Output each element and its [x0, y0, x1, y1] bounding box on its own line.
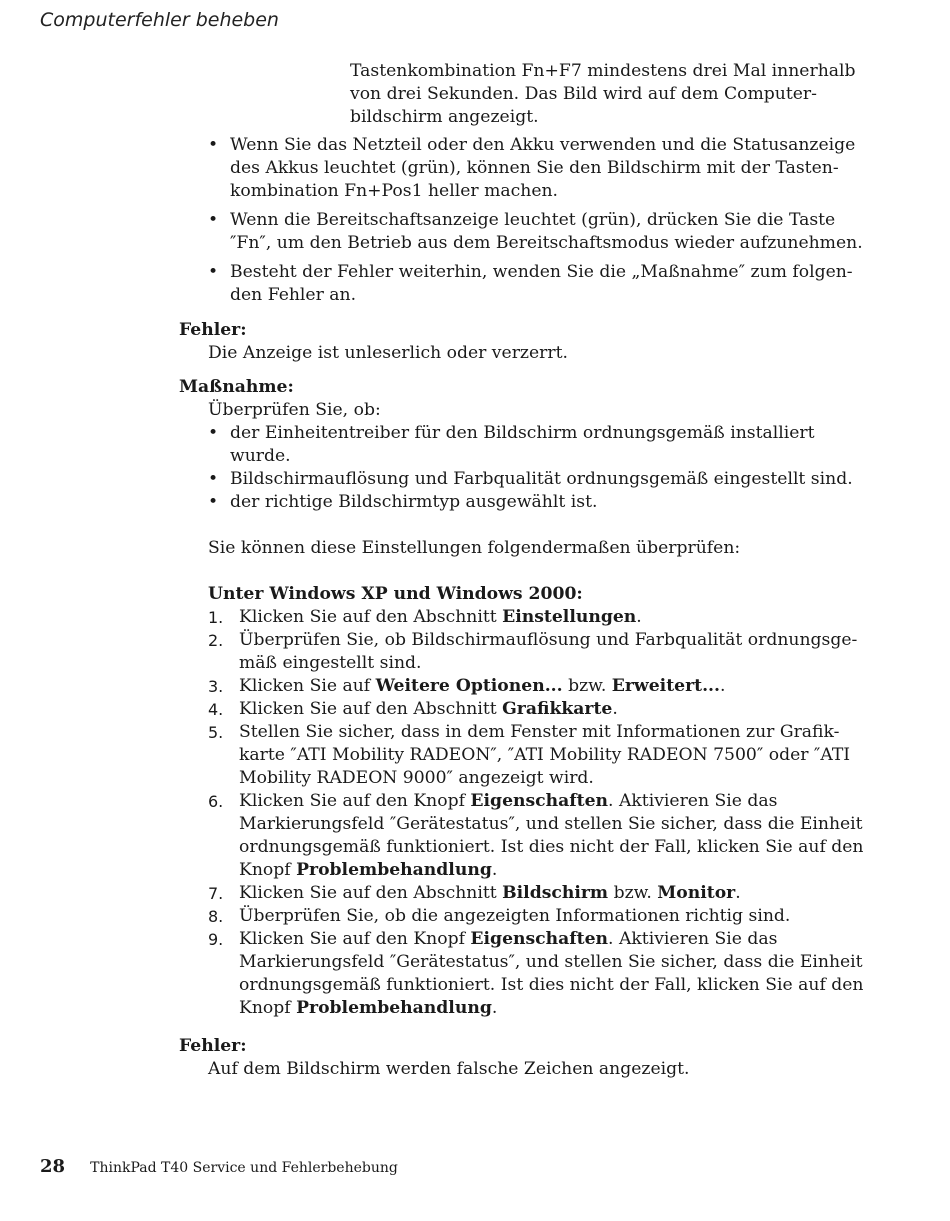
step-text: Klicken Sie auf den Abschnitt	[239, 607, 503, 627]
step-emphasis: Eigenschaften	[470, 791, 609, 811]
step-emphasis: Problembehandlung	[296, 860, 492, 880]
step-number: 1.	[208, 608, 224, 627]
step-text: .	[491, 998, 498, 1018]
step-text: . Aktivieren Sie das Markierungsfeld ″Gerätestatus″, und stellen Sie sicher, dass die Einheit ordnungsgemäß funktioniert. Ist dies nicht der Fall, klicken Sie auf den Knopf	[239, 791, 864, 880]
step-number: 4.	[208, 700, 224, 719]
step-text: Klicken Sie auf den Knopf	[239, 929, 471, 949]
step-text: bzw.	[608, 883, 658, 903]
intro-bullet-list	[208, 134, 868, 313]
problem-label: Fehler:	[179, 320, 247, 340]
step-emphasis: Einstellungen	[502, 607, 637, 627]
step-number: 5.	[208, 723, 224, 742]
list-item: • Bildschirmauflösung und Farbqualität ordnungsgemäß eingestellt sind.	[208, 468, 868, 491]
step-text: Klicken Sie auf den Knopf	[239, 791, 471, 811]
step-emphasis: Grafikkarte	[502, 699, 613, 719]
list-item: • der Einheitentreiber für den Bildschirm ordnungsgemäß installiert wurde.	[208, 422, 868, 468]
action-label: Maßnahme:	[179, 377, 294, 397]
step-text: .	[735, 883, 741, 903]
step-item	[208, 698, 868, 721]
step-text: Klicken Sie auf den Abschnitt	[239, 883, 503, 903]
step-emphasis: Eigenschaften	[470, 929, 609, 949]
step-text: Überprüfen Sie, ob Bildschirmauflösung und Farbqualität ordnungsge-mäß eingestellt sind.	[239, 630, 858, 673]
footer-title: ThinkPad T40 Service und Fehlerbehebung	[90, 1160, 398, 1176]
step-item	[208, 905, 868, 928]
step-text: Stellen Sie sicher, dass in dem Fenster mit Informationen zur Grafik-karte ″ATI Mobility RADEON″, ″ATI Mobility RADEON 7500″ oder ″ATI Mobility RADEON 9000″ angezeigt wird.	[239, 722, 851, 788]
step-number: 6.	[208, 792, 224, 811]
step-number: 9.	[208, 930, 224, 949]
step-item	[208, 606, 868, 629]
step-text: .	[720, 676, 726, 696]
list-item: • Besteht der Fehler weiterhin, wenden Sie die „Maßnahme″ zum folgen-den Fehler an.	[208, 261, 868, 307]
step-text: Überprüfen Sie, ob die angezeigten Informationen richtig sind.	[239, 906, 791, 926]
step-item	[208, 882, 868, 905]
continuation-paragraph: Tastenkombination Fn+F7 mindestens drei Mal innerhalb von drei Sekunden. Das Bild wird auf dem Computer-bildschirm angezeigt.	[350, 61, 856, 127]
step-list	[208, 606, 868, 1020]
step-text: .	[636, 607, 642, 627]
step-number: 8.	[208, 907, 224, 926]
step-number: 3.	[208, 677, 224, 696]
step-text: .	[491, 860, 498, 880]
step-item	[208, 790, 868, 882]
step-text: .	[612, 699, 618, 719]
step-text: Klicken Sie auf	[239, 676, 376, 696]
problem-description: Die Anzeige ist unleserlich oder verzerrt.	[208, 343, 568, 363]
list-item: • der richtige Bildschirmtyp ausgewählt ist.	[208, 491, 868, 514]
problem-description-2: Auf dem Bildschirm werden falsche Zeichen angezeigt.	[208, 1059, 690, 1079]
step-emphasis: Problembehandlung	[296, 998, 492, 1018]
step-item	[208, 675, 868, 698]
os-heading: Unter Windows XP und Windows 2000:	[208, 584, 583, 604]
step-item	[208, 928, 868, 1020]
page-footer	[40, 1156, 398, 1177]
step-text: Klicken Sie auf den Abschnitt	[239, 699, 503, 719]
step-number: 7.	[208, 884, 224, 903]
step-number: 2.	[208, 631, 224, 650]
action-intro: Überprüfen Sie, ob:	[208, 400, 381, 420]
step-item	[208, 629, 868, 675]
step-emphasis: Weitere Optionen...	[375, 676, 563, 696]
list-item: • Wenn Sie das Netzteil oder den Akku verwenden und die Statusanzeige des Akkus leuchtet (grün), können Sie den Bildschirm mit der Tasten-kombination Fn+Pos1 heller machen.	[208, 134, 868, 203]
page-number: 28	[40, 1156, 66, 1177]
check-list	[208, 422, 868, 514]
running-head: Computerfehler beheben	[40, 9, 279, 31]
step-item	[208, 721, 868, 790]
problem-label-2: Fehler:	[179, 1036, 247, 1056]
step-emphasis: Monitor	[657, 883, 736, 903]
step-emphasis: Erweitert...	[611, 676, 721, 696]
list-item: • Wenn die Bereitschaftsanzeige leuchtet (grün), drücken Sie die Taste ″Fn″, um den Betrieb aus dem Bereitschaftsmodus wieder aufzunehmen.	[208, 209, 868, 255]
step-emphasis: Bildschirm	[502, 883, 609, 903]
how-to-text: Sie können diese Einstellungen folgendermaßen überprüfen:	[208, 538, 741, 558]
step-text: bzw.	[562, 676, 612, 696]
step-text: . Aktivieren Sie das Markierungsfeld ″Gerätestatus″, und stellen Sie sicher, dass die Einheit ordnungsgemäß funktioniert. Ist dies nicht der Fall, klicken Sie auf den Knopf	[239, 929, 864, 1018]
